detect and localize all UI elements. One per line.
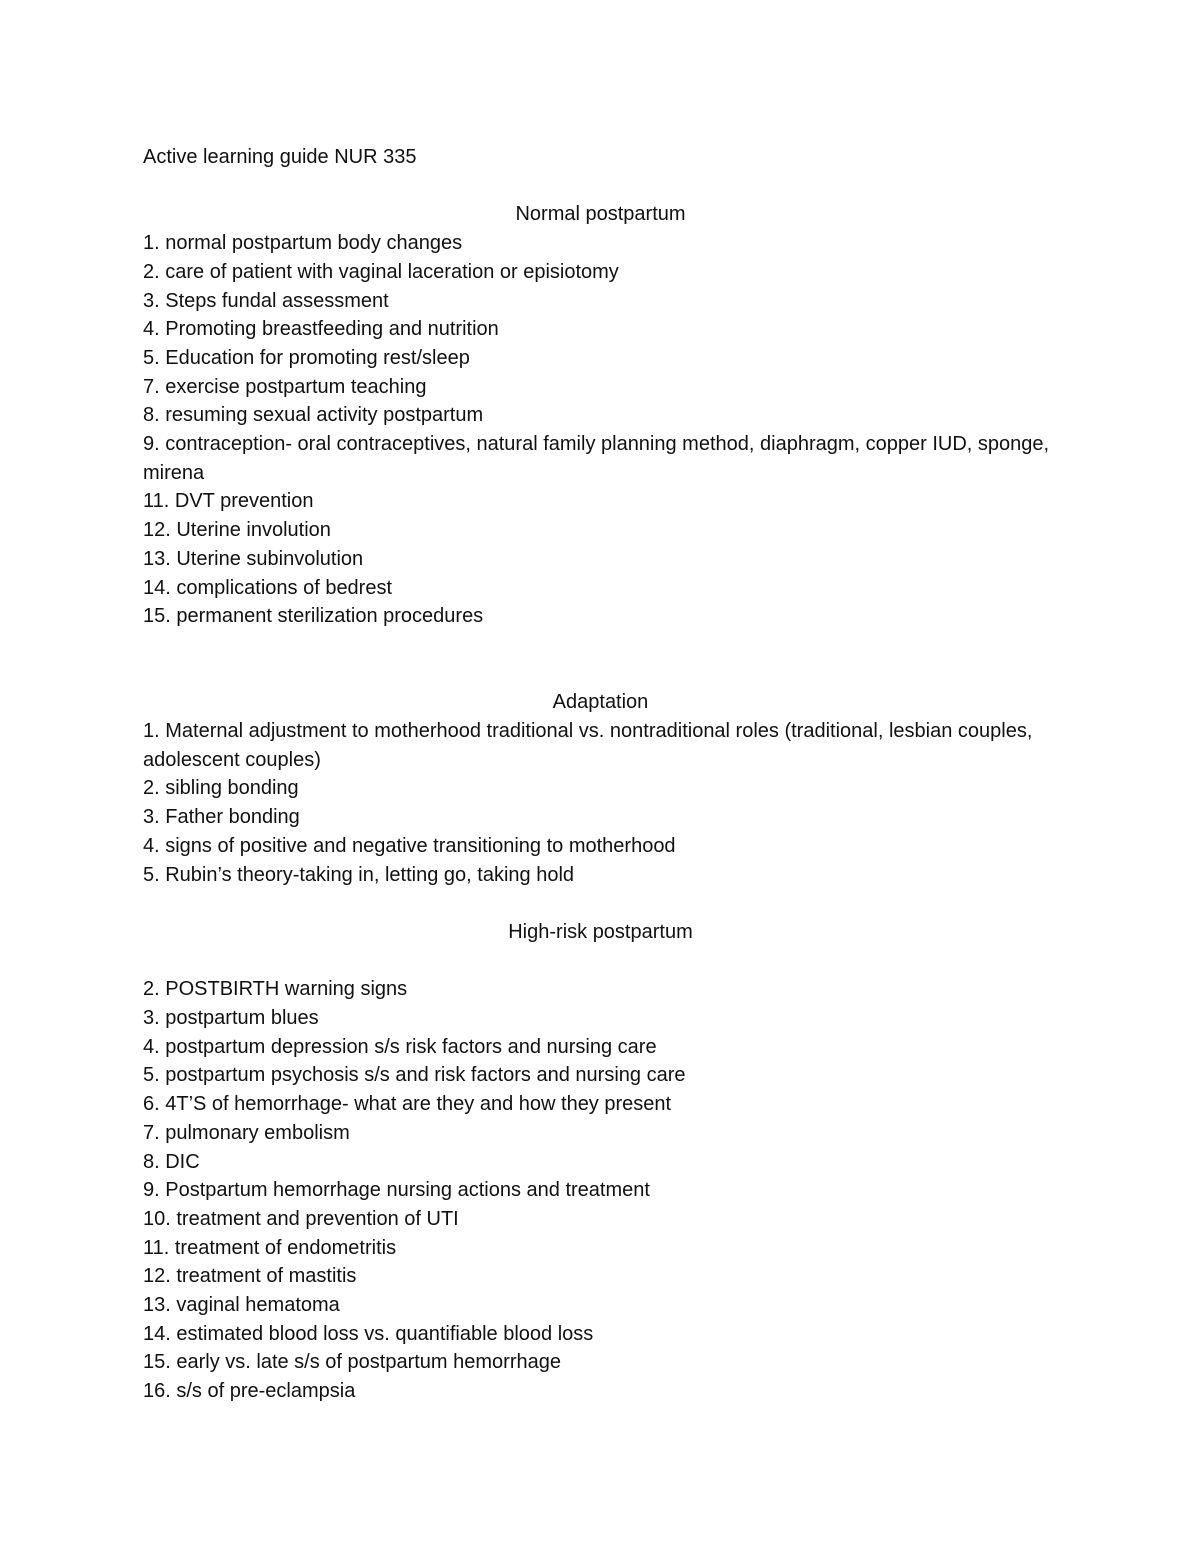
list-item: 2. POSTBIRTH warning signs bbox=[143, 978, 408, 1001]
list-item: 3. Steps fundal assessment bbox=[143, 289, 389, 312]
list-item: 1. Maternal adjustment to motherhood traditional vs. nontraditional roles (traditional, lesbian couples, adolescent couples) bbox=[143, 720, 1033, 771]
list-item: 9. contraception- oral contraceptives, natural family planning method, diaphragm, copper IUD, sponge, mirena bbox=[143, 433, 1050, 484]
section-heading: Adaptation bbox=[552, 691, 649, 714]
list-item: 9. Postpartum hemorrhage nursing actions and treatment bbox=[143, 1179, 650, 1202]
list-item: 11. DVT prevention bbox=[143, 490, 314, 513]
list-item: 14. estimated blood loss vs. quantifiable blood loss bbox=[143, 1322, 594, 1345]
list-item: 15. permanent sterilization procedures bbox=[143, 605, 484, 628]
list-item: 13. vaginal hematoma bbox=[143, 1294, 340, 1317]
list-item: 5. postpartum psychosis s/s and risk factors and nursing care bbox=[143, 1064, 686, 1087]
section-adaptation bbox=[143, 688, 1058, 889]
list-item: 8. DIC bbox=[143, 1150, 200, 1173]
list-item: 4. postpartum depression s/s risk factors and nursing care bbox=[143, 1035, 657, 1058]
list-item: 4. signs of positive and negative transitioning to motherhood bbox=[143, 834, 676, 857]
section-heading: Normal postpartum bbox=[515, 203, 686, 226]
section-normal-postpartum bbox=[143, 200, 1058, 631]
list-item: 7. pulmonary embolism bbox=[143, 1121, 350, 1144]
list-item: 15. early vs. late s/s of postpartum hemorrhage bbox=[143, 1351, 561, 1374]
list-item: 8. resuming sexual activity postpartum bbox=[143, 404, 484, 427]
section-heading: High-risk postpartum bbox=[508, 920, 693, 943]
section-high-risk-postpartum bbox=[143, 918, 1058, 1406]
blank-line bbox=[143, 947, 1058, 976]
list-item: 2. sibling bonding bbox=[143, 777, 299, 800]
blank-line bbox=[143, 631, 1058, 660]
list-item: 3. Father bonding bbox=[143, 806, 300, 829]
list-item: 7. exercise postpartum teaching bbox=[143, 375, 427, 398]
list-item: 4. Promoting breastfeeding and nutrition bbox=[143, 318, 499, 341]
list-item: 16. s/s of pre-eclampsia bbox=[143, 1380, 356, 1403]
list-item: 5. Rubin’s theory-taking in, letting go, taking hold bbox=[143, 863, 575, 886]
list-item: 5. Education for promoting rest/sleep bbox=[143, 346, 470, 369]
document-title: Active learning guide NUR 335 bbox=[143, 146, 417, 168]
list-item: 14. complications of bedrest bbox=[143, 576, 393, 599]
list-item: 2. care of patient with vaginal laceration or episiotomy bbox=[143, 260, 619, 283]
list-item: 3. postpartum blues bbox=[143, 1007, 319, 1030]
list-item: 12. Uterine involution bbox=[143, 519, 331, 542]
list-item: 11. treatment of endometritis bbox=[143, 1236, 397, 1259]
blank-line bbox=[143, 660, 1058, 689]
list-item: 10. treatment and prevention of UTI bbox=[143, 1207, 459, 1230]
list-item: 13. Uterine subinvolution bbox=[143, 547, 364, 570]
list-item: 6. 4T’S of hemorrhage- what are they and how they present bbox=[143, 1093, 672, 1116]
list-item: 1. normal postpartum body changes bbox=[143, 232, 463, 255]
document-body bbox=[143, 143, 1058, 1406]
blank-line bbox=[143, 889, 1058, 918]
list-item: 12. treatment of mastitis bbox=[143, 1265, 357, 1288]
